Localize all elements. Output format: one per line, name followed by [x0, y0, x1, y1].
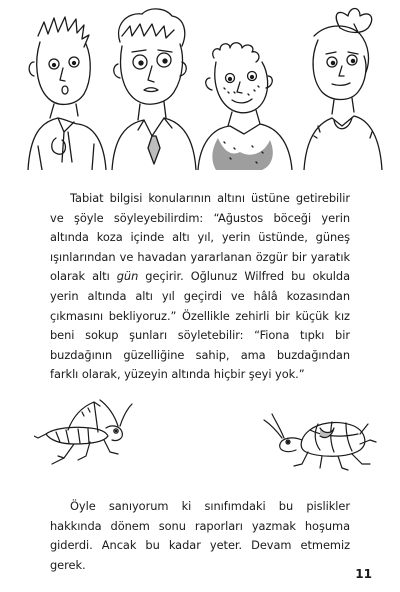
child-with-bow [304, 9, 382, 171]
beetle-illustration [262, 410, 377, 472]
paragraph-report-card [50, 189, 350, 385]
child-shaggy-hair [112, 9, 196, 170]
children-illustration [18, 6, 383, 170]
child-curly-hair [198, 43, 292, 170]
child-spiky-hair [28, 17, 106, 170]
grasshopper-illustration [34, 398, 134, 468]
paragraph1-text-end: geçirir. Oğlunuz Wilfred bu okulda yerin altında altı yıl geçirdi ve hâlâ kozasından çıkmasını bekliyoruz.” Özellikle zehirli bir küçük kız beni sokup şunları söyletebilir: “Fiona tıpkı bir buzdağının güzelliğine sahip, ama buzdağından farklı olarak, yüzeyin altında hiçbir şeyi yok.” [50, 269, 351, 382]
paragraph-conclusion: Öyle sanıyorum ki sınıfımdaki bu pislikler hakkında dönem sonu raporları yazmak hoşuma giderdi. Ancak bu kadar yeter. Devam etmemiz gerek. [50, 499, 350, 572]
page-number: 11 [355, 567, 372, 581]
paragraph1-italic-word: gün [116, 269, 139, 284]
paragraph1-text-start: Tabiat bilgisi konularının altını üstüne getirebilir ve şöyle söyleyebilirdim: “Ağustos böceği yerin altında koza içinde altı yıl, yerin üstünde, güneş ışınlarından ve havadan yararlanan özgür bir yaratık olarak altı [50, 191, 350, 284]
